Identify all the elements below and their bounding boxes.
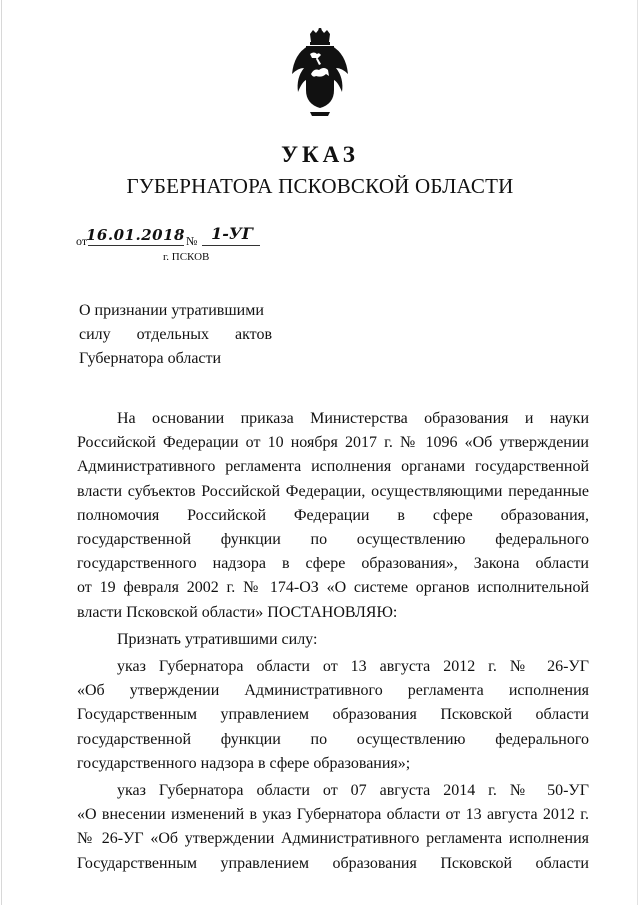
date-underline xyxy=(88,245,184,246)
scan-edge xyxy=(637,0,638,905)
handwritten-number: 1-УГ xyxy=(211,224,253,243)
body-line: государственного надзора в сфере образования»; xyxy=(77,754,411,772)
document-subtitle: ГУБЕРНАТОРА ПСКОВСКОЙ ОБЛАСТИ xyxy=(126,174,514,198)
handwritten-date: 16.01.2018 xyxy=(86,226,185,244)
subject-line: Губернатора области xyxy=(79,350,222,367)
body-line: Государственным управлением образования Псковской области xyxy=(77,706,589,724)
document-body xyxy=(77,407,589,876)
body-line: «Об утверждении Административного регламента исполнения xyxy=(77,682,589,700)
body-line: государственной функции по осуществлению федерального xyxy=(77,730,589,748)
subject-block xyxy=(79,299,272,371)
pskov-coat-of-arms-icon xyxy=(288,28,352,118)
body-line: Признать утратившими силу: xyxy=(117,630,318,648)
body-line: государственного надзора в сфере образования», Закона области xyxy=(77,555,589,573)
number-prefix: № xyxy=(186,234,198,248)
body-line: указ Губернатора области от 07 августа 2014 г. № 50-УГ xyxy=(117,782,589,800)
date-prefix: от xyxy=(76,234,88,248)
body-line: государственной функции по осуществлению федерального xyxy=(77,531,589,549)
date-number-row xyxy=(76,226,276,252)
subject-line: О признании утратившими xyxy=(79,302,264,319)
city-label: г. ПСКОВ xyxy=(163,251,210,263)
number-underline xyxy=(202,245,260,246)
body-line: полномочия Российской Федерации в сфере образования, xyxy=(77,506,589,524)
body-line: власти Псковской области» ПОСТАНОВЛЯЮ: xyxy=(77,603,398,621)
body-line: Российской Федерации от 10 ноября 2017 г. № 1096 «Об утверждении xyxy=(77,434,589,452)
body-line: Административного регламента исполнения органами государственной xyxy=(77,458,589,476)
scan-edge xyxy=(1,0,2,905)
body-line: № 26-УГ «Об утверждении Административного регламента исполнения xyxy=(77,830,589,848)
body-line: от 19 февраля 2002 г. № 174-ОЗ «О системе органов исполнительной xyxy=(77,579,589,597)
body-line: На основании приказа Министерства образования и науки xyxy=(117,410,589,427)
subject-line: силу отдельных актов xyxy=(79,326,272,343)
body-line: власти субъектов Российской Федерации, осуществляющими переданные xyxy=(77,482,589,500)
document-title: УКАЗ xyxy=(281,142,359,167)
body-line: Государственным управлением образования Псковской области xyxy=(77,854,589,872)
body-line: «О внесении изменений в указ Губернатора области от 13 августа 2012 г. xyxy=(77,806,589,824)
body-line: указ Губернатора области от 13 августа 2012 г. № 26-УГ xyxy=(117,658,589,676)
